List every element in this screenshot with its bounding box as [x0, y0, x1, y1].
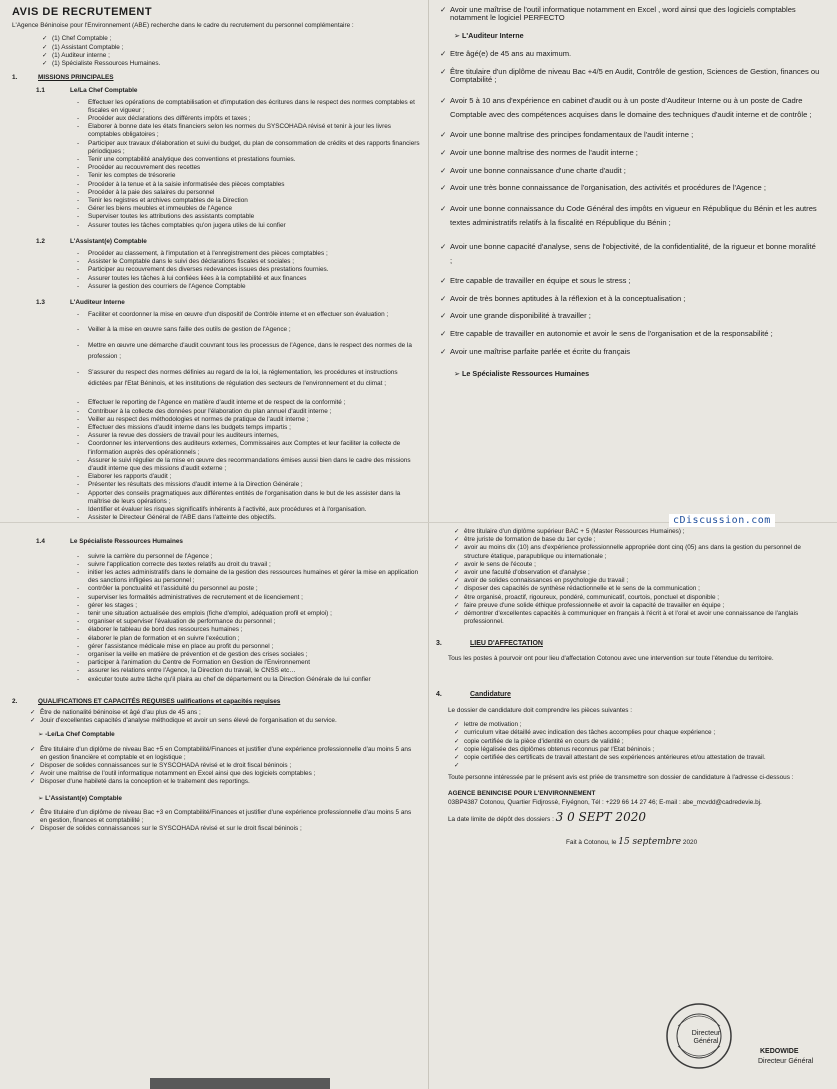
list-item: ✓ lettre de motivation ;: [450, 721, 826, 729]
list-item: - gérer l'assistance médicale mise en place au profit du personnel ;: [70, 643, 420, 651]
sub-heading-auditeur-interne: 1.3 L'Auditeur Interne: [36, 299, 125, 307]
list-item: - Elaborer à bonne date les états financiers selon les normes du SYSCOHADA révisé et tenir à jour les livres comptables obligatoires ;: [70, 123, 420, 139]
list-item: - Assister le Directeur Général de l'ABE dans l'atteinte des objectifs.: [70, 514, 420, 522]
auditeur-requirements: [436, 50, 820, 356]
list-item: ✓ copie certifiée de la pièce d'identité en cours de validité ;: [450, 738, 826, 746]
right-bottom-column: [436, 528, 826, 852]
column-fold: [428, 0, 429, 1089]
list-item: ✓ Avoir 5 à 10 ans d'expérience en cabinet d'audit ou à un poste d'Auditeur Interne ou à un poste de Cadre Comptable avec des compétences acquises dans le domaine des techniques d'audit interne et de contrôle ;: [436, 94, 820, 122]
list-item: - Faciliter et coordonner la mise en œuvre d'un dispositif de Contrôle interne et en effectuer son évaluation ;: [70, 310, 420, 321]
list-item: ✓ Disposer de solides connaissances sur le SYSCOHADA révisé et le droit fiscal béninois ;: [26, 762, 420, 770]
position-item: ✓ (1) Assistant Comptable ;: [38, 44, 420, 52]
qual-assistant-label: ➢ L'Assistant(e) Comptable: [38, 795, 420, 803]
place-label: Fait à Cotonou, le: [566, 839, 617, 847]
assistant-requirements: [12, 809, 420, 834]
list-item: - assurer les relations entre l'Agence, la Direction du travail, le CNSS etc…: [70, 667, 420, 675]
list-item: ✓ Être titulaire d'un diplôme de niveau Bac +5 en Comptabilité/Finances et justifier d'une expérience professionnelle d'au moins 5 ans en gestion financière et comptable et en logistique ;: [26, 746, 420, 762]
deadline-line: [436, 809, 826, 824]
section-affectation-heading: 3. LIEU D'AFFECTATION: [436, 640, 543, 648]
chef-comptable-missions: [12, 99, 420, 230]
list-item: - Procéder au classement, à l'imputation et à l'enregistrement des pièces comptables ;: [70, 250, 420, 258]
deadline-date: 3 0 SEPT 2020: [555, 809, 646, 824]
intro-paragraph: L'Agence Béninoise pour l'Environnement (ABE) recherche dans le cadre du recrutement du personnel complémentaire :: [12, 22, 354, 30]
list-item: - élaborer le plan de formation et en suivre l'exécution ;: [70, 635, 420, 643]
sub-heading-chef-comptable: 1.1 Le/La Chef Comptable: [36, 87, 138, 95]
list-item: - exécuter toute autre tâche qu'il plaira au chef de département ou la Direction Générale de lui confier: [70, 676, 420, 684]
candidature-intro: Le dossier de candidature doit comprendre les pièces suivantes :: [448, 707, 633, 715]
list-item: - Assurer toutes les tâches à lui confiées liées à la comptabilité et aux finances: [70, 275, 420, 283]
list-item: ✓ disposer des capacités de synthèse rédactionnelle et le sens de la communication ;: [450, 585, 826, 593]
list-item: - contrôler la ponctualité et l'assiduité du personnel au poste ;: [70, 585, 420, 593]
list-item: - Tenir les registres et archives comptables de la Direction: [70, 197, 420, 205]
general-requirements: [12, 709, 420, 725]
list-item: - Tenir une comptabilité analytique des conventions et prestations fournies.: [70, 156, 420, 164]
list-item: - Effectuer le reporting de l'Agence en matière d'audit interne et de respect de la conformité ;: [70, 399, 420, 407]
list-item: ✓ Avoir une maîtrise de l'outil informatique notamment en Excel ainsi que des logiciels comptables ;: [26, 770, 420, 778]
list-item: - organiser la veille en matière de prévention et de gestion des crises sociales ;: [70, 651, 420, 659]
auditeur-missions-a: [12, 310, 420, 389]
place-date-line: [436, 838, 826, 847]
list-item: ✓ Avoir une bonne connaissance d'une charte d'audit ;: [436, 167, 820, 175]
list-item: ✓ avoir au moins dix (10) ans d'expérience professionnelle appropriée dont cinq (05) ans dans la gestion du personnel de structure étatique, parapublique ou internationale ;: [450, 544, 826, 560]
right-top-column: [436, 6, 820, 388]
list-item: ✓ Être titulaire d'un diplôme de niveau Bac +4/5 en Audit, Contrôle de gestion, Sciences de Gestion, finances ou Comptabilité ;: [436, 68, 820, 84]
list-item: - Procéder à la tenue et à la saisie informatisée des pièces comptables: [70, 181, 420, 189]
list-item: ✓ Disposer d'une habileté dans la conception et le traitement des reportings.: [26, 778, 420, 786]
list-item: - Assister le Comptable dans le suivi des déclarations fiscales et sociales ;: [70, 258, 420, 266]
left-column: [12, 8, 420, 833]
list-item: - gérer les stages ;: [70, 602, 420, 610]
list-item: - Veiller au respect des méthodologies et normes de pratique de l'audit interne ;: [70, 416, 420, 424]
list-item: ✓ Etre capable de travailler en autonomie et avoir le sens de l'organisation et de la responsabilité ;: [436, 330, 820, 338]
list-item: - Participer au recouvrement des diverses redevances issues des prestations fournies.: [70, 266, 420, 274]
bottom-band: [150, 1078, 330, 1089]
sub-heading-specialiste-rh: 1.4 Le Spécialiste Ressources Humaines: [36, 538, 183, 546]
list-item: - suivre la carrière du personnel de l'Agence ;: [70, 553, 420, 561]
position-item: ✓ (1) Auditeur interne ;: [38, 52, 420, 60]
list-item: - Procéder aux déclarations des différents impôts et taxes ;: [70, 115, 420, 123]
list-item: ✓ Avoir une grande disponibilité à travailler ;: [436, 312, 820, 320]
list-item: ✓ Disposer de solides connaissances sur le SYSCOHADA révisé et sur le droit fiscal béninois ;: [26, 825, 420, 833]
list-item: - superviser les formalités administratives de recrutement et de licenciement ;: [70, 594, 420, 602]
list-item: ✓ avoir de solides connaissances en psychologie du travail ;: [450, 577, 826, 585]
list-item: ✓ Être titulaire d'un diplôme de niveau Bac +3 en Comptabilité/Finances et justifier d'une expérience professionnelle d'au moins 5 ans en gestion, finances et comptabilité ;: [26, 809, 420, 825]
transmit-text: Toute personne intéressée par le présent avis est priée de transmettre son dossier de candidature à l'adresse ci-dessous :: [448, 774, 794, 782]
section-missions-heading: 1. MISSIONS PRINCIPALES: [12, 74, 114, 82]
sub-heading-assistant-comptable: 1.2 L'Assistant(e) Comptable: [36, 237, 147, 245]
qual-rh-label: ➢ Le Spécialiste Ressources Humaines: [454, 370, 820, 378]
list-item: - Participer aux travaux d'élaboration et suivi du budget, du plan de consommation de crédits et des rapports financiers périodiques ;: [70, 140, 420, 156]
list-item: - Assurer la revue des dossiers de travail pour les auditeurs internes,: [70, 432, 420, 440]
deadline-label: La date limite de dépôt des dossiers :: [448, 815, 554, 823]
list-item: - Tenir les comptes de trésorerie: [70, 172, 420, 180]
rh-requirements: [436, 528, 826, 626]
stamp-label: Directeur Général: [691, 1030, 721, 1045]
qual-chef-comptable-label: ➢ -Le/La Chef Comptable: [38, 731, 420, 739]
list-item: - élaborer le tableau de bord des ressources humaines ;: [70, 626, 420, 634]
list-item: - initier les actes administratifs dans le domaine de la gestion des ressources humaines et gérer la mise en application des sanctions infligées au personnel ;: [70, 569, 420, 585]
list-item: ✓ Avoir une maîtrise de l'outil informatique notamment en Excel , word ainsi que des logiciels comptables notamment le logiciel PERFECTO: [436, 6, 820, 22]
place-year: 2020: [682, 839, 698, 847]
chef-comptable-requirements: [12, 746, 420, 787]
list-item: ✓ Avoir une bonne connaissance du Code Général des impôts en vigueur en République du Bénin et les autres textes administratifs relatifs à la fiscalité en République du Bénin ;: [436, 202, 820, 230]
list-item: - Assurer toutes les tâches comptables qu'on jugera utiles de lui confier: [70, 222, 420, 230]
signer-name: KEDOWIDE: [760, 1048, 799, 1055]
list-item: - organiser et superviser l'évaluation de performance du personnel ;: [70, 618, 420, 626]
page-title: AVIS DE RECRUTEMENT: [12, 6, 153, 18]
list-item: - Assurer la gestion des courriers de l'Agence Comptable: [70, 283, 420, 291]
list-item: ✓ être organisé, proactif, rigoureux, pondéré, communicatif, courtois, ponctuel et disponible ;: [450, 594, 826, 602]
list-item: - Présenter les résultats des missions d'audit interne à la Direction Générale ;: [70, 481, 420, 489]
list-item: - Coordonner les interventions des auditeurs externes, Commissaires aux Comptes et leur faciliter la collecte de l'information auprès des opérationnels ;: [70, 440, 420, 456]
list-item: - Effectuer des missions d'audit interne dans les budgets temps impartis ;: [70, 424, 420, 432]
list-item: ✓ avoir une faculté d'observation et d'analyse ;: [450, 569, 826, 577]
list-item: ✓ être juriste de formation de base du 1er cycle ;: [450, 536, 826, 544]
list-item: ✓ Avoir une bonne maîtrise des principes fondamentaux de l'audit interne ;: [436, 131, 820, 139]
qual-auditeur-label: ➢ L'Auditeur Interne: [454, 32, 820, 40]
list-item: ✓ être titulaire d'un diplôme supérieur BAC + 5 (Master Ressources Humaines) ;: [450, 528, 826, 536]
list-item: ✓ Jouir d'excellentes capacités d'analyse méthodique et avoir un sens élevé de l'organisation et du service.: [26, 717, 420, 725]
list-item: - Gérer les biens meubles et immeubles de l'Agence: [70, 205, 420, 213]
list-item: - Procéder à la paie des salaires du personnel: [70, 189, 420, 197]
list-item: ✓ démontrer d'excellentes capacités à communiquer en français à l'écrit à et l'oral et avoir une connaissance de l'anglais professionnel.: [450, 610, 826, 626]
list-item: ✓ avoir le sens de l'écoute ;: [450, 561, 826, 569]
list-item: - Contribuer à la collecte des données pour l'élaboration du plan annuel d'audit interne ;: [70, 408, 420, 416]
list-item: - Apporter des conseils pragmatiques aux différentes entités de l'organisation dans le but de les assister dans la maîtrise de leurs opérations ;: [70, 490, 420, 506]
list-item: ✓ curriculum vitae détaillé avec indication des tâches accomplies pour chaque expérience ;: [450, 729, 826, 737]
position-item: ✓ (1) Spécialiste Ressources Humaines.: [38, 60, 420, 68]
list-item: - Assurer le suivi régulier de la mise en œuvre des recommandations émises aussi bien dans le cadre des missions d'audit interne que des missions d'audit externe ;: [70, 457, 420, 473]
affectation-text: Tous les postes à pourvoir ont pour lieu d'affectation Cotonou avec une intervention sur toute l'étendue du territoire.: [448, 654, 774, 662]
list-item: - suivre l'application correcte des textes relatifs au droit du travail ;: [70, 561, 420, 569]
agency-address: 03BP4387 Cotonou, Quartier Fidjrossè, Fiyégnon, Tél : +229 66 14 27 46; E-mail : abe_mcvdd@cadredevie.bj.: [448, 798, 762, 806]
list-item: ✓ Avoir une très bonne connaissance de l'organisation, des activités et procédures de l'Agence ;: [436, 184, 820, 192]
list-item: - Veiller à la mise en œuvre sans faille des outils de gestion de l'Agence ;: [70, 325, 420, 336]
section-candidature-heading: 4. Candidature: [436, 690, 511, 698]
list-item: ✓ Avoir une bonne maîtrise des normes de l'audit interne ;: [436, 149, 820, 157]
section-qualifications-heading: 2. QUALIFICATIONS ET CAPACITÉS REQUISES ualifications et capacités requises: [12, 697, 281, 705]
list-item: ✓ Avoir une maîtrise parfaite parlée et écrite du français: [436, 348, 820, 356]
signer-title: Directeur Général: [758, 1058, 814, 1065]
list-item: - Mettre en œuvre une démarche d'audit couvrant tous les processus de l'Agence, dans le respect des normes de la profession ;: [70, 341, 420, 362]
specialiste-rh-missions: [12, 553, 420, 684]
assistant-comptable-missions: [12, 250, 420, 291]
list-item: ✓ Etre capable de travailler en équipe et sous le stress ;: [436, 277, 820, 285]
site-watermark: cDiscussion.com: [669, 514, 775, 527]
handwritten-date: 15 septembre: [618, 837, 682, 848]
auditeur-missions-b: [12, 399, 420, 522]
list-item: - Effectuer les opérations de comptabilisation et d'imputation des écritures dans le respect des normes comptables et fiscales en vigueur ;: [70, 99, 420, 115]
list-item: ✓ Avoir de très bonnes aptitudes à la réflexion et à la conceptualisation ;: [436, 295, 820, 303]
assistant-requirements-cont: [436, 6, 820, 22]
list-item: - tenir une situation actualisée des emplois (fiche d'emploi, adéquation profil et emploi) ;: [70, 610, 420, 618]
list-item: - Elaborer les rapports d'audit ;: [70, 473, 420, 481]
positions-list: [12, 35, 420, 68]
list-item: ✓ copie légalisée des diplômes obtenus reconnus par l'Etat béninois ;: [450, 746, 826, 754]
agency-name: AGENCE BENINCISE POUR L'ENVIRONNEMENT: [448, 790, 596, 798]
list-item: ✓ Être de nationalité béninoise et âgé d'au plus de 45 ans ;: [26, 709, 420, 717]
list-item: ✓ Avoir une bonne capacité d'analyse, sens de l'objectivité, de la confidentialité, de la rigueur et bonne moralité ;: [436, 240, 820, 268]
list-item: - Superviser toutes les attributions des assistants comptable: [70, 213, 420, 221]
list-item: - S'assurer du respect des normes définies au regard de la loi, la réglementation, les procédures et instructions édictées par l'Etat Béninois, et les institutions de régulation des secteurs de l'environnement et du climat ;: [70, 368, 420, 389]
list-item: ✓ faire preuve d'une solide éthique professionnelle et avoir la capacité de travailler en équipe ;: [450, 602, 826, 610]
list-item: - participer à l'animation du Centre de Formation en Gestion de l'Environnement: [70, 659, 420, 667]
list-item: ✓ copie certifiée des certificats de travail attestant de ses expériences antérieures et/ou attestation de travail.: [450, 754, 826, 762]
list-item: - Procéder au recouvrement des recettes: [70, 164, 420, 172]
candidature-documents: [436, 721, 826, 762]
list-item: - Identifier et évaluer les risques significatifs inhérents à l'activité, aux procédures et à l'organisation.: [70, 506, 420, 514]
position-item: ✓ (1) Chef Comptable ;: [38, 35, 420, 43]
list-item: ✓ Etre âgé(e) de 45 ans au maximum.: [436, 50, 820, 58]
